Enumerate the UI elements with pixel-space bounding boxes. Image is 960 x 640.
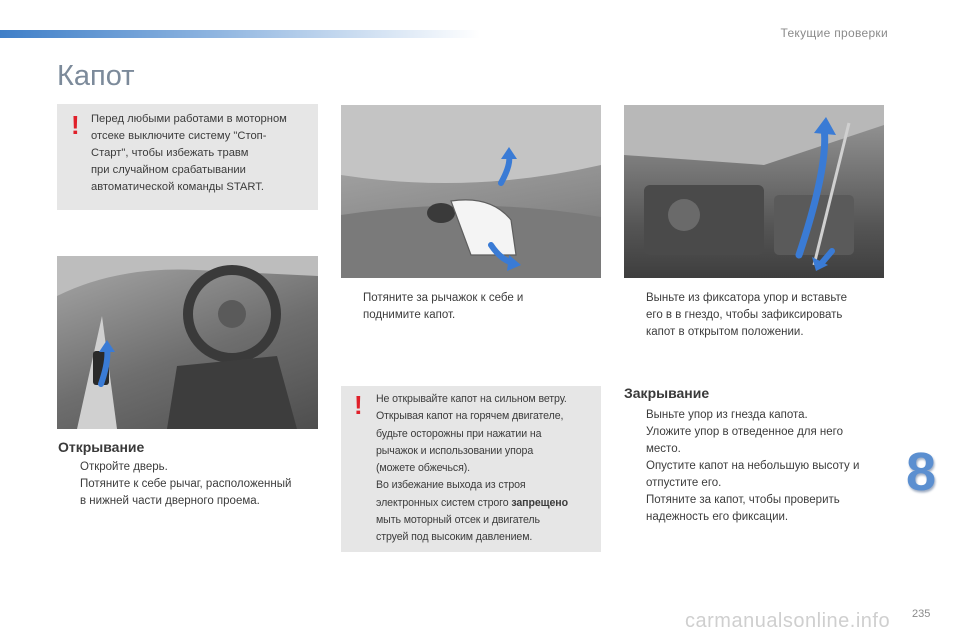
closing-heading: Закрывание	[624, 385, 710, 401]
list-item: Уложите упор в отведенное для него место.	[646, 426, 844, 455]
list-item: Опустите капот на небольшую высоту и отпустите его.	[646, 460, 860, 489]
warning-box-wind	[341, 386, 601, 552]
chapter-number: 8	[905, 442, 937, 502]
exclamation-icon: !	[71, 110, 80, 140]
list-item: Выньте упор из гнезда капота.	[646, 409, 808, 421]
watermark: carmanualsonline.info	[685, 610, 891, 632]
list-item: Потяните за рычажок к себе и поднимите капот.	[363, 292, 524, 321]
list-item: Выньте из фиксатора упор и вставьте его в в гнездо, чтобы зафиксировать капот в открытом положении.	[646, 292, 848, 338]
lift-steps	[341, 290, 581, 324]
photo-bonnet-stay	[624, 105, 884, 278]
warning-box-engine	[57, 104, 318, 210]
exclamation-icon: !	[354, 390, 363, 420]
page-number: 235	[912, 608, 931, 620]
list-item: Потяните к себе рычаг, расположенный в нижней части дверного проема.	[80, 478, 292, 507]
opening-heading: Открывание	[58, 439, 145, 455]
photo-door-lever	[57, 256, 318, 429]
photo-bonnet-lever	[341, 105, 601, 278]
warning-text: Перед любыми работами в моторном отсеке выключите систему "Стоп- Старт", чтобы избежать травм при случайном срабатывании автоматической команды START.	[91, 113, 287, 193]
list-item: Потяните за капот, чтобы проверить надежность его фиксации.	[646, 494, 840, 523]
page-title: Капот	[57, 60, 135, 92]
section-header: Текущие проверки	[780, 26, 888, 40]
header-accent-bar	[0, 30, 480, 38]
warning-text: Не открывайте капот на сильном ветру. Открывая капот на горячем двигателе, будьте осторожны при нажатии на рычажок и использовании упора (можете обжечься). Во избежание выхода из строя электронных систем строго запрещено мыть моторный отсек и двигатель струей под высоким давлением.	[376, 393, 568, 544]
closing-steps	[624, 407, 886, 526]
opening-steps	[58, 459, 320, 510]
list-item: Откройте дверь.	[80, 461, 168, 473]
secure-steps	[624, 290, 886, 341]
